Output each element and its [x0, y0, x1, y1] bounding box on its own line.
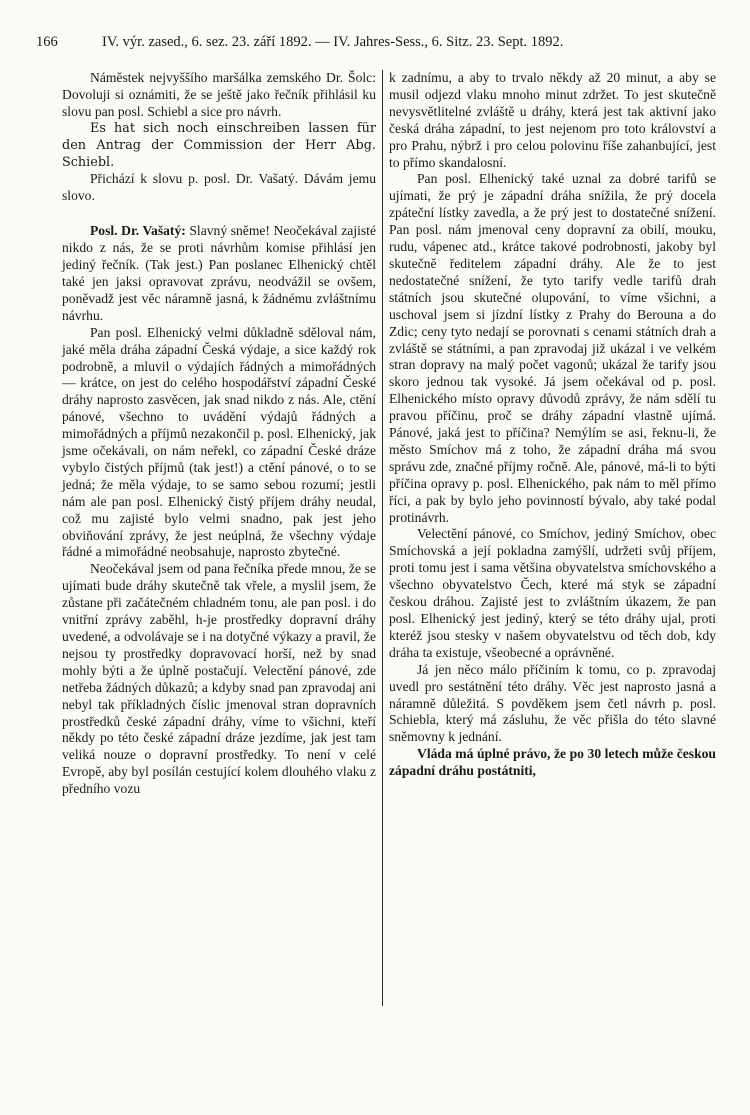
paragraph-smichov: Velectění pánové, co Smíchov, jediný Smíchov, obec Smíchovská a její pokladna zamýšlí, udržeti svůj příjem, proti tomu jest i sama většina obyvatelstva smíchovského a všechno obyvatelstvo Čech, které má styk se západní českou dráhou. Zajisté jest to zvláštním úkazem, že pan posl. Elhenický jest jediný, který se této dráhy ujal, proti kteréž jsou stesky v našem obyvatelstvu od těch dob, kdy dráha ta existuje, všeobecné a oprávněné.: [389, 526, 716, 660]
page-header: [36, 34, 716, 56]
paragraph-nationalisation: Já jen něco málo příčiním k tomu, co p. zpravodaj uvedl pro sestátnění této dráhy. Věc jest naprosto jasná a náramně důležitá. S povděkem jsem četl návrh p. posl. Schiebla, který má zásluhu, že věc přišla do této slavné sněmovny k jednání.: [389, 661, 716, 745]
paragraph-speaker-call: Přichází k slovu p. posl. Dr. Vašatý. Dávám jemu slovo.: [62, 171, 376, 204]
speech-opening-text: Slavný sněme! Neočekával zajisté nikdo z nás, že se proti návrhům komise přihlásí jen jediný řečník. (Tak jest.) Pan poslanec Elhenický chtěl také jen jaksi opravovat zprávu, neodvážil se ovšem, poněvadž jest věc náramně jasná, k žádnému zvláštnímu návrhu.: [62, 223, 376, 323]
running-title: IV. výr. zased., 6. sez. 23. září 1892. — IV. Jahres-Sess., 6. Sitz. 23. Sept. 1892.: [102, 34, 564, 50]
left-column: [62, 70, 376, 798]
paragraph-continuation: k zadnímu, a aby to trvalo někdy až 20 minut, a aby se musil odjezd vlaku mnoho minut zdržet. To jest skutečně nevysvětlitelné zvláště u dráhy, která jest tak aktivní jako česká dráha západní, to jest nejenom pro toto království a pro Prahu, nýbrž i pro celou polovinu říše zahanbující, jest to přímo skandalosní.: [389, 70, 716, 170]
paragraph-expenses: Pan posl. Elhenický velmi důkladně sděloval nám, jaké měla dráha západní Česká výdaje, a sice každý rok podrobně, a mluvil o výdajích řádných a mimořádných — krátce, on jest do celého hospodářství západní České dráhy naprosto zasvěcen, jak snad nikdo z nás. Ale, ctění pánové, všechno to uvádění výdajů řádných a mimořádných a příjmů nezakončil p. posl. Elhenický, jak jsme očekávali, on nám neřekl, co západní České dráze vybylo čistých příjmů (tak jest!) a ctění pánové, o to se jedná; že měla výdaje, to se samo sebou rozumí; jestli nám ale pan posl. Elhenický čistý příjem dráhy neudal, což mu zajisté bylo velmi snadno, pak jest jeho obviňování zprávy, že jest neúplná, že všechny výdaje řádné a mimořádné neobsahuje, naprosto zbytečné.: [62, 324, 376, 560]
paragraph-speech-opening: [62, 223, 376, 324]
paragraph-government-right: [389, 746, 716, 780]
paragraph-announcement: Náměstek nejvyššího maršálka zemského Dr. Šolc: Dovoluji si oznámiti, že se ještě jako řečník přihlásil ku slovu pan posl. Schiebl a sice pro návrh.: [62, 70, 376, 119]
right-column: [389, 70, 716, 780]
speaker-name: Posl. Dr. Vašatý:: [90, 223, 186, 239]
paragraph-tariffs: Pan posl. Elhenický také uznal za dobré tarifů se ujímati, že prý je západní dráha snížila, že prý docela zpáteční lístky zavedla, a že prý jest to dostatečné snížení. Pan posl. nám jmenoval ceny dopravní za obilí, mouku, rudu, vápenec atd., krátce takové podrobnosti, jakoby byl skutečně ředitelem západní dráhy. Ale že to jest nedostatečné snížení, že tyto tarify vedle tarifů drah státních jsou skutečné olupování, to víme všichni, a uschoval jsem si jízdní lístky z Prahy do Berouna a do Zdic; ceny tyto nedají se porovnati s cenami státních drah a zvláště se státními, a pan zpravodaj již ukázal i ve velkém stran dopravy na malý počet vagonů; ukázal že tarify jsou skoro jednou tak vysoké. Já jsem očekával od p. posl. Elhenického místo opravy důvodů zprávy, že nám sdělí tu pravou příčinu, proč se dráhy západní vlastně ujímá. Pánové, jaká jest to příčina? Nemýlím se asi, řeknu-li, že město Smíchov má z toho, že západní dráha má svou správu zde, značné příjmy ročně. Ale, pánové, má-li to býti příčina opravy p. posl. Elhenického, pak nám to měl přímo říci, a pak by bylo jeho povinností bývalo, aby také podal protinávrh.: [389, 171, 716, 525]
bold-closing-text: Vláda má úplné právo, že po 30 letech může českou západní dráhu postátniti,: [389, 746, 716, 779]
paragraph-transport-means: Neočekával jsem od pana řečníka přede mnou, že se ujímati bude dráhy skutečně tak vřele, a myslil jsem, že zůstane při začátečném chladném tonu, ale pan posl. i do vnitřní zprávy zaběhl, h-je prostředky dopravní dráhy uvedené, a odvolávaje se i na dotyčné výkazy a pravil, že nejsou ty prostředky dopravovací horší, než by snad mohly býti a že úplně postačují. Velectění pánové, zde netřeba žádných důkazů; a kdyby snad pan zpravodaj ani nebyl tak příkladných číslic jmenoval stran dopravních prostředků české západní dráhy, víme to všichni, kteří někdy po této české západní dráze jezdíme, jak jest tam veliká nouze o dopravní prostředky. To není v celé Evropě, aby byl posílán cestující kolem dlouhého vlaku z předního vozu: [62, 561, 376, 797]
column-divider: [382, 70, 383, 1006]
page-number: 166: [36, 34, 58, 50]
paragraph-german-announcement: Es hat sich noch einschreiben lassen für den Antrag der Commission der Herr Abg. Schiebl.: [62, 120, 376, 170]
